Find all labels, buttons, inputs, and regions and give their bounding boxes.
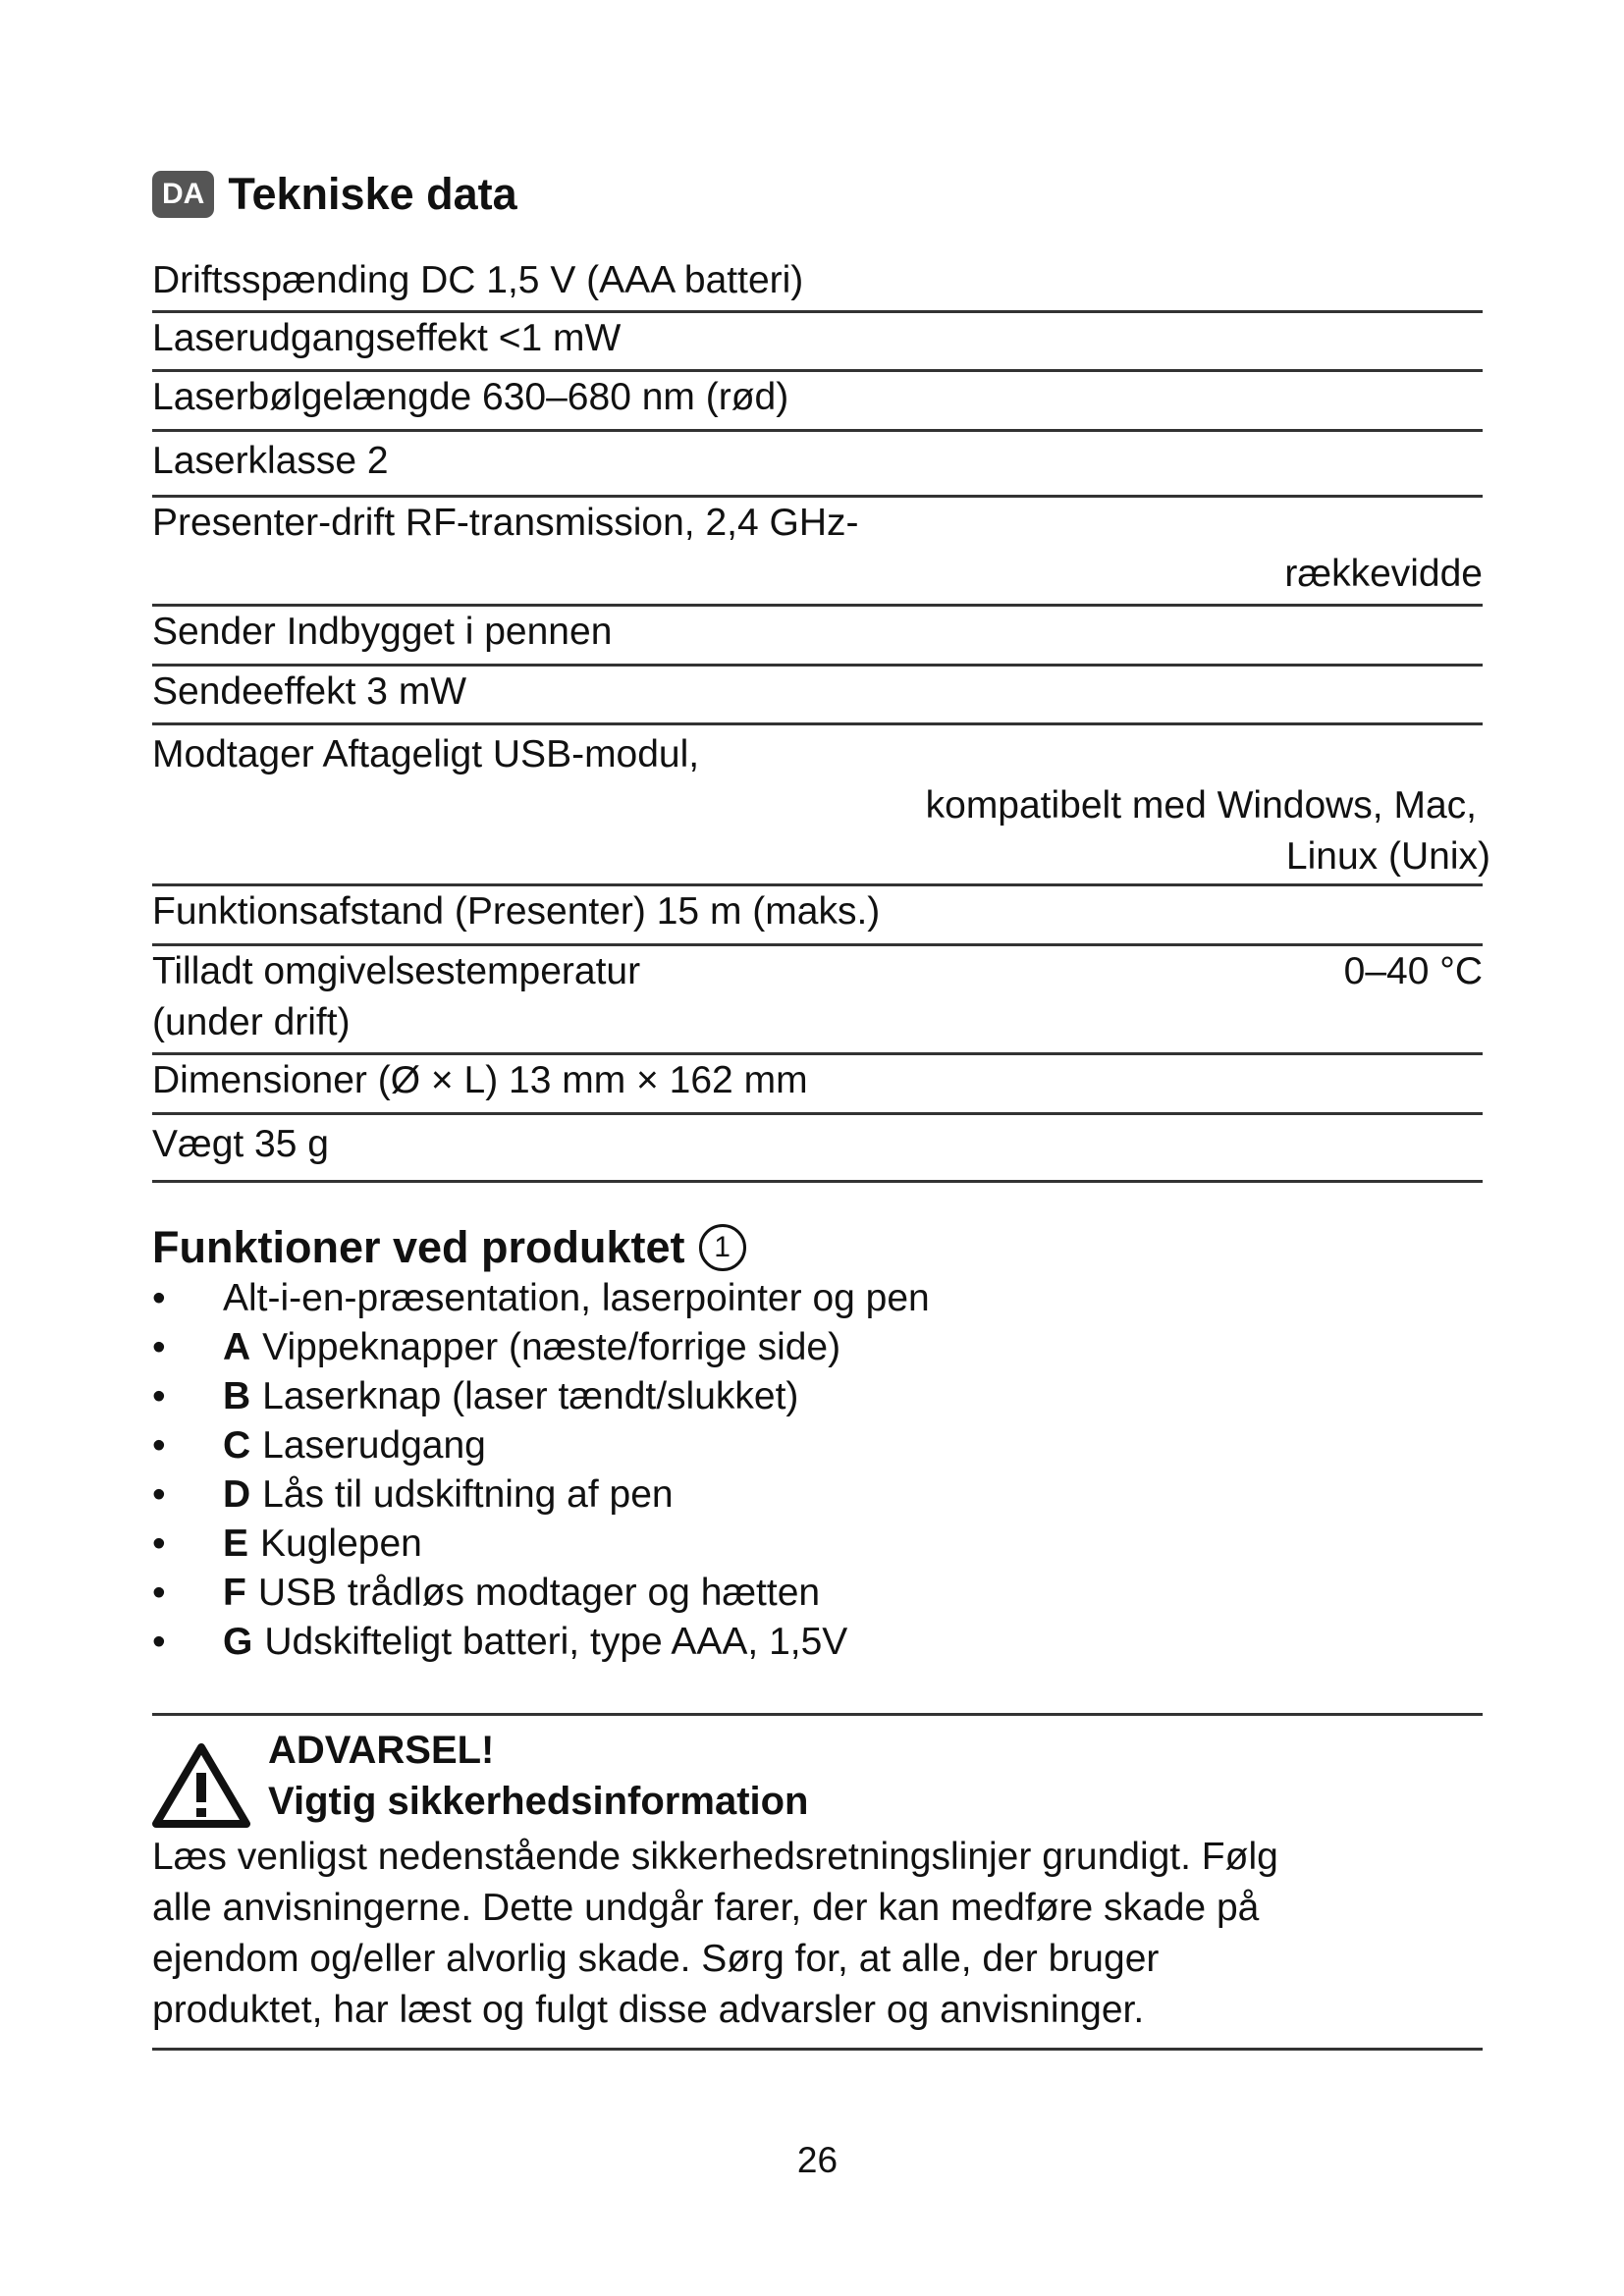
list-item xyxy=(152,1374,1483,1423)
spec-row-temperature xyxy=(152,946,1483,1055)
item-key: A xyxy=(223,1326,251,1368)
item-label: Kuglepen xyxy=(260,1522,422,1565)
bullet: • xyxy=(152,1572,166,1614)
item-key: D xyxy=(223,1473,251,1516)
list-item xyxy=(152,1325,1483,1374)
warning-header xyxy=(152,1726,1483,1828)
bullet: • xyxy=(152,1522,166,1565)
spec-text: Driftsspænding DC 1,5 V (AAA batteri) xyxy=(152,259,804,301)
warning-text-line: Læs venligst nedenstående sikkerhedsretningslinjer grundigt. Følg xyxy=(152,1836,1278,1878)
spec-text-continued: rækkevidde xyxy=(1284,553,1483,595)
spec-text: Sendeeffekt 3 mW xyxy=(152,670,467,713)
feature-list xyxy=(152,1276,1483,1669)
spec-label: Tilladt omgivelsestemperatur xyxy=(152,950,641,992)
spec-row-presenter-mode xyxy=(152,498,1483,607)
page-number: 26 xyxy=(796,2140,839,2180)
technical-data-table xyxy=(152,255,1490,1183)
spec-text: Sender Indbygget i pennen xyxy=(152,611,613,653)
item-label: Lås til udskiftning af pen xyxy=(262,1473,674,1516)
list-item xyxy=(152,1571,1483,1620)
spec-text: Laserbølgelængde 630–680 nm (rød) xyxy=(152,376,789,418)
spec-row-weight xyxy=(152,1115,1483,1183)
spec-row-laser-wavelength xyxy=(152,372,1483,432)
item-key: F xyxy=(223,1572,246,1614)
bullet: • xyxy=(152,1473,166,1516)
spec-row-transmitter xyxy=(152,607,1483,667)
item-key: C xyxy=(223,1424,251,1467)
spec-row-laser-output xyxy=(152,313,1483,372)
list-item-text: Alt-i-en-præsentation, laserpointer og pen xyxy=(223,1277,930,1319)
spec-row-dimensions xyxy=(152,1055,1483,1115)
spec-row-operating-voltage xyxy=(152,255,1483,313)
spec-text: Presenter-drift RF-transmission, 2,4 GHz- xyxy=(152,502,859,544)
section-heading xyxy=(152,165,517,224)
item-key: B xyxy=(223,1375,251,1417)
spec-text-continued: kompatibelt med Windows, Mac, xyxy=(925,784,1477,827)
product-functions-section xyxy=(152,1219,1483,1669)
warning-title: ADVARSEL! xyxy=(268,1729,495,1772)
item-label: Laserknap (laser tændt/slukket) xyxy=(262,1375,799,1417)
spec-row-range xyxy=(152,886,1483,946)
spec-text: Vægt 35 g xyxy=(152,1123,329,1165)
list-item xyxy=(152,1423,1483,1472)
spec-row-transmit-power xyxy=(152,667,1483,725)
item-key: E xyxy=(223,1522,249,1565)
spec-text-continued: Linux (Unix) xyxy=(1285,835,1490,878)
spec-label-continued: (under drift) xyxy=(152,1001,351,1043)
warning-text-line: alle anvisningerne. Dette undgår farer, der kan medføre skade på xyxy=(152,1887,1260,1929)
language-badge: DA xyxy=(152,171,214,218)
item-label: USB trådløs modtager og hætten xyxy=(257,1572,821,1614)
warning-body xyxy=(152,1832,1483,2036)
list-item xyxy=(152,1276,1483,1325)
spec-text: Funktionsafstand (Presenter) 15 m (maks.) xyxy=(152,890,881,933)
spec-text: Laserklasse 2 xyxy=(152,440,389,482)
list-item xyxy=(152,1472,1483,1522)
bullet: • xyxy=(152,1375,166,1417)
bullet: • xyxy=(152,1326,166,1368)
bullet: • xyxy=(152,1424,166,1467)
bullet: • xyxy=(152,1621,166,1663)
functions-title: Funktioner ved produktet xyxy=(152,1222,685,1272)
functions-heading xyxy=(152,1219,1483,1276)
warning-subtitle: Vigtig sikkerhedsinformation xyxy=(268,1780,809,1823)
safety-warning-box xyxy=(152,1713,1483,2051)
bullet: • xyxy=(152,1277,166,1319)
figure-reference-badge: 1 xyxy=(699,1224,746,1271)
list-item xyxy=(152,1620,1483,1669)
document-page xyxy=(152,0,1490,2296)
spec-text: Modtager Aftageligt USB-modul, xyxy=(152,733,700,775)
spec-row-laser-class xyxy=(152,432,1483,498)
item-key: G xyxy=(223,1621,253,1663)
list-item xyxy=(152,1522,1483,1571)
spec-row-receiver xyxy=(152,725,1490,886)
page-title: Tekniske data xyxy=(228,169,517,219)
warning-triangle-icon xyxy=(152,1743,250,1828)
warning-text-line: produktet, har læst og fulgt disse advarsler og anvisninger. xyxy=(152,1989,1145,2031)
spec-text: Dimensioner (Ø × L) 13 mm × 162 mm xyxy=(152,1059,808,1101)
item-label: Vippeknapper (næste/forrige side) xyxy=(262,1326,841,1368)
spec-text: Laserudgangseffekt <1 mW xyxy=(152,317,622,359)
spec-value: 0–40 °C xyxy=(1343,950,1483,992)
item-label: Udskifteligt batteri, type AAA, 1,5V xyxy=(264,1621,848,1663)
item-label: Laserudgang xyxy=(262,1424,486,1467)
warning-text-line: ejendom og/eller alvorlig skade. Sørg for, at alle, der bruger xyxy=(152,1938,1160,1980)
